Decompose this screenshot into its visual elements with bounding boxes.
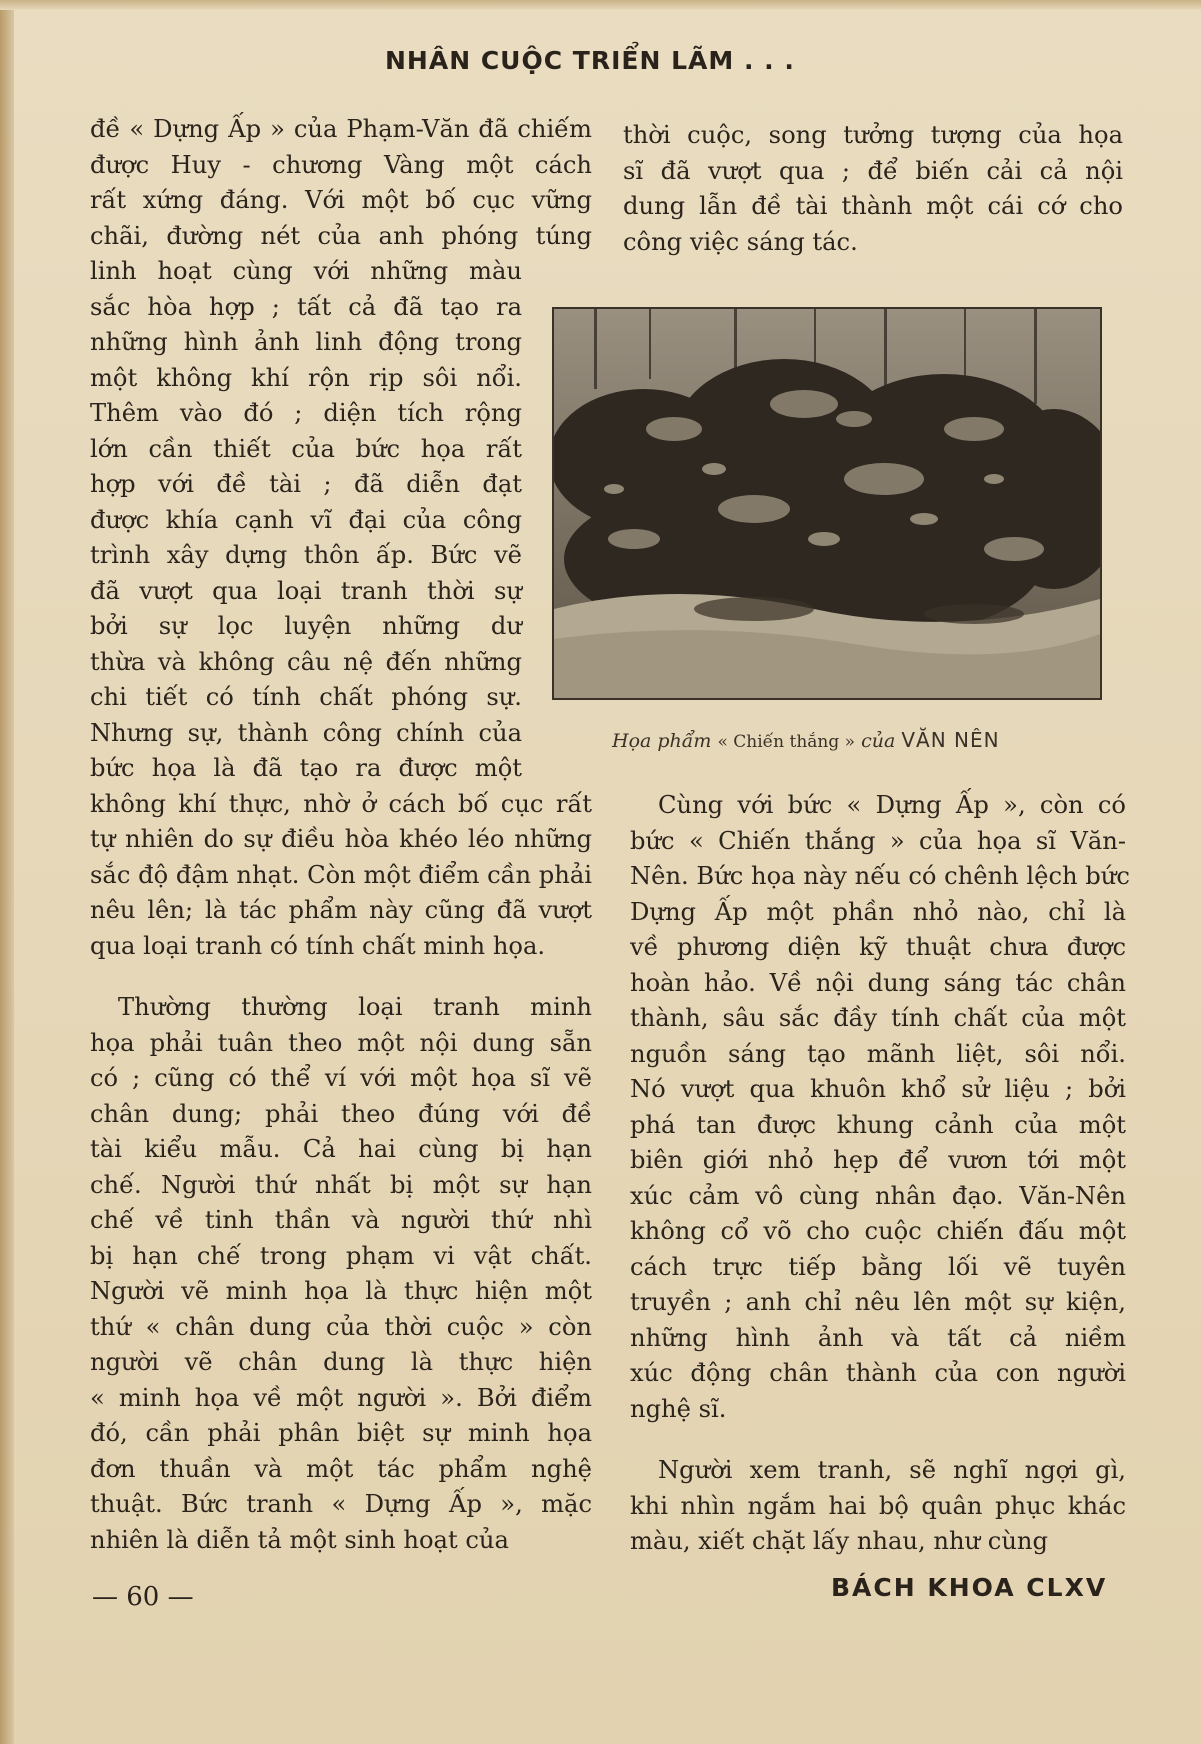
text-line: Người vẽ minh họa là thực hiện một [90,1277,592,1305]
text-line: được khía cạnh vĩ đại của công [90,505,522,534]
artwork-photo [552,307,1102,700]
text-line: cách trực tiếp bằng lối vẽ tuyên [630,1252,1126,1281]
text-line: xúc cảm vô cùng nhân đạo. Văn-Nên [630,1181,1126,1210]
battle-scene-photo-icon [554,309,1100,698]
text-line: sắc độ đậm nhạt. Còn một điểm cần phải [90,860,592,889]
text-line: công việc sáng tác. [623,227,858,256]
caption-by: của [861,730,896,752]
text-line: qua loại tranh có tính chất minh họa. [90,931,546,960]
text-line: chế về tinh thần và người thứ nhì [90,1206,592,1234]
text-line: có ; cũng có thể ví với một họa sĩ vẽ [90,1064,592,1092]
text-line: rất xứng đáng. Với một bố cục vững [90,186,592,214]
text-line: « minh họa về một người ». Bởi điểm [90,1383,592,1412]
text-line: Nên. Bức họa này nếu có chênh lệch bức [630,862,1130,890]
text-line: bức « Chiến thắng » của họa sĩ Văn- [630,826,1126,855]
text-line: đơn thuần và một tác phẩm nghệ [90,1454,592,1483]
text-line: nhiên là diễn tả một sinh hoạt của [90,1525,509,1554]
paper-edge-top [0,0,1201,10]
right-paragraph-2 [630,1453,1126,1560]
text-line: Người xem tranh, sẽ nghĩ ngợi gì, [658,1456,1126,1484]
text-line: thành, sâu sắc đầy tính chất của một [630,1004,1126,1032]
text-line: chế. Người thứ nhất bị một sự hạn [90,1170,592,1199]
text-line: màu, xiết chặt lấy nhau, như cùng [630,1527,1048,1555]
text-line: người vẽ chân dung là thực hiện [90,1348,592,1376]
text-line: chi tiết có tính chất phóng sự. [90,683,522,711]
caption-prefix: Họa phẩm [612,730,712,752]
text-line: không khí thực, nhờ ở cách bố cục rất [90,789,592,818]
paragraph-gap [630,1427,1126,1453]
right-column [630,788,1130,1560]
text-line: lớn cần thiết của bức họa rất [90,434,522,463]
text-line: bởi sự lọc luyện những dư [90,612,522,640]
text-line: chân dung; phải theo đúng với đề [90,1099,592,1128]
text-line: nguồn sáng tạo mãnh liệt, sôi nổi. [630,1039,1126,1068]
text-line: Nó vượt qua khuôn khổ sử liệu ; bởi [630,1075,1126,1103]
text-line: dung lẫn đề tài thành một cái cớ cho [623,192,1123,220]
text-line: tài kiểu mẫu. Cả hai cùng bị hạn [90,1135,592,1163]
text-line: Nhưng sự, thành công chính của [90,718,522,747]
text-line: hợp với đề tài ; đã diễn đạt [90,470,522,498]
text-line: Cùng với bức « Dựng Ấp », còn có [658,791,1126,819]
left-paragraph-1 [90,112,592,964]
text-line: sắc hòa hợp ; tất cả đã tạo ra [90,292,522,321]
text-line: Thường thường loại tranh minh [118,993,592,1021]
text-line: biên giới nhỏ hẹp để vươn tới một [630,1146,1126,1174]
text-line: những hình ảnh và tất cả niềm [630,1323,1126,1352]
right-top-paragraph [623,118,1123,260]
text-line: không cổ võ cho cuộc chiến đấu một [630,1217,1126,1245]
left-column [90,112,592,1558]
text-line: thuật. Bức tranh « Dựng Ấp », mặc [90,1490,592,1518]
text-line: họa phải tuân theo một nội dung sẵn [90,1028,592,1057]
text-line: về phương diện kỹ thuật chưa được [630,933,1126,961]
text-line: những hình ảnh linh động trong [90,328,522,356]
caption-artist: VĂN NÊN [901,728,1000,752]
text-line: tự nhiên do sự điều hòa khéo léo những [90,825,592,853]
text-line: khi nhìn ngắm hai bộ quân phục khác [630,1491,1126,1520]
text-line: phá tan được khung cảnh của một [630,1110,1126,1139]
text-line: thứ « chân dung của thời cuộc » còn [90,1312,592,1341]
page-number: — 60 — [92,1582,194,1612]
text-line: sĩ đã vượt qua ; để biến cải cả nội [623,156,1123,185]
text-line: Dựng Ấp một phần nhỏ nào, chỉ là [630,897,1126,926]
text-line: trình xây dựng thôn ấp. Bức vẽ [90,541,522,569]
text-line: bị hạn chế trong phạm vi vật chất. [90,1241,592,1270]
text-line: nêu lên; là tác phẩm này cũng đã vượt [90,896,592,924]
text-line: xúc động chân thành của con người [630,1359,1126,1387]
text-line: một không khí rộn rịp sôi nổi. [90,363,522,392]
text-line: truyền ; anh chỉ nêu lên một sự kiện, [630,1288,1126,1316]
text-line: được Huy - chương Vàng một cách [90,150,592,179]
figure-caption [612,728,1000,752]
text-line: thừa và không câu nệ đến những [90,647,522,676]
text-line: hoàn hảo. Về nội dung sáng tác chân [630,968,1126,997]
right-column-top [623,118,1123,260]
text-line: linh hoạt cùng với những màu [90,257,522,285]
journal-issue: BÁCH KHOA CLXV [831,1573,1108,1602]
right-paragraph-1 [630,788,1130,1427]
caption-title: « Chiến thắng » [717,732,856,752]
left-paragraph-2 [90,990,592,1558]
text-line: nghệ sĩ. [630,1394,727,1423]
paragraph-gap [90,964,592,990]
text-line: đề « Dựng Ấp » của Phạm-Văn đã chiếm [90,115,592,143]
text-line: chãi, đường nét của anh phóng túng [90,221,592,250]
text-line: đã vượt qua loại tranh thời sự [90,576,522,605]
paper-edge-left [0,0,14,1744]
text-line: bức họa là đã tạo ra được một [90,754,522,782]
text-line: thời cuộc, song tưởng tượng của họa [623,121,1123,149]
text-line: Thêm vào đó ; diện tích rộng [90,399,522,427]
text-line: đó, cần phải phân biệt sự minh họa [90,1419,592,1447]
running-head: NHÂN CUỘC TRIỂN LÃM . . . [385,46,795,75]
